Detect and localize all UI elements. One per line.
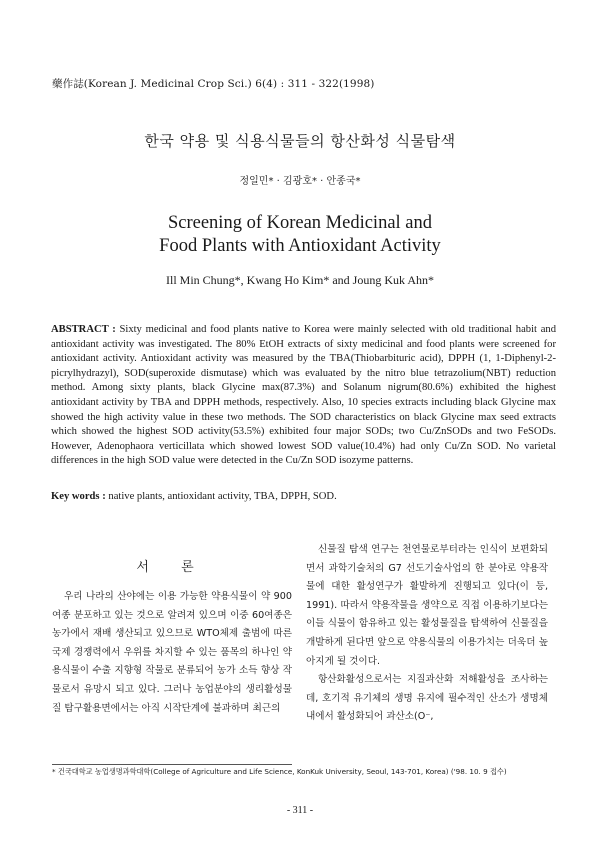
english-title <box>0 212 600 258</box>
keywords-label: Key words : <box>51 491 106 502</box>
affiliation-footnote: * 건국대학교 농업생명과학대학(College of Agriculture and Life Science, KonKuk University, Seoul, 143-701, Korea) ('98. 10. 9 접수) <box>52 767 507 776</box>
page-number: - 311 - <box>286 805 314 816</box>
abstract-text: Sixty medicinal and food plants native to Korea were mainly selected with old traditional habit and antioxidant activity was investigated. The 80% EtOH extracts of sixty medicinal and food plants were screened for antioxidant activity. Antioxidant activity was measured by the TBA(Thiobarbituric acid), DPPH (1, 1-Diphenyl-2-picrylhydrazyl), SOD(superoxide dismutase) which was evaluated by the nitro blue tetrazolium(NBT) reduction method. Among sixty plants, black Glycine max(87.3%) and Solanum nigrum(80.6%) exhibited the highest antioxidant activity by TBA and DPPH methods, respectively. Also, 10 species extracts including black Glycine max showed the high activity value in these two methods. The SOD characteristics on black Glycine max seed extracts which showed the highest SOD activity(53.5%) exhibited four major SODs; two Cu/ZnSODs and two FeSODs. However, Adenophaora verticillata which showed lowest SOD value(10.4%) had only Cu/Zn SOD. No varietal differences in the high SOD value were detected in the Cu/Zn SOD isozyme patterns. <box>51 324 556 467</box>
keywords-text: native plants, antioxidant activity, TBA, DPPH, SOD. <box>108 491 337 502</box>
abstract <box>51 323 556 469</box>
body-paragraph: 항산화활성으로서는 지질과산화 저해활성을 조사하는데, 호기적 유기체의 생명 유지에 필수적인 산소가 생명체 내에서 활성화되어 과산소(O⁻, <box>306 674 548 723</box>
english-authors: Ill Min Chung*, Kwang Ho Kim* and Joung Kuk Ahn* <box>166 273 434 287</box>
keywords <box>51 491 556 502</box>
english-title-line-2: Food Plants with Antioxidant Activity <box>159 236 441 256</box>
english-title-line-1: Screening of Korean Medicinal and <box>167 213 433 233</box>
korean-authors: 정일민* · 김광호* · 안종국* <box>239 176 361 187</box>
journal-citation: 藥作誌(Korean J. Medicinal Crop Sci.) 6(4) : 311 - 322(1998) <box>52 78 375 90</box>
body-left-column <box>52 588 292 718</box>
footnote-divider <box>52 764 292 765</box>
section-heading-introduction: 서 론 <box>136 560 208 575</box>
body-paragraph: 우리 나라의 산야에는 이용 가능한 약용식물이 약 900여종 분포하고 있는 것으로 알려져 있으며 이중 60여종은 농가에서 재배 생산되고 있으므로 WTO체제 출범에 따른 국제 경쟁력에서 우위를 차지할 수 있는 품목의 하나인 약용식물이 수출 지향형 작물로 분류되어 농가 소득 향상 작물로서 유망시 되고 있다. 그러나 농업분야의 생리활성물질 탐구활용면에서는 아직 시작단계에 불과하며 최근의 <box>52 591 292 714</box>
abstract-label: ABSTRACT : <box>51 324 116 335</box>
body-paragraph: 신물질 탐색 연구는 천연물로부터라는 인식이 보편화되면서 과학기술처의 G7 선도기술사업의 한 분야로 약용작물에 대한 활성연구가 활발하게 진행되고 있다(이 등, 1991). 따라서 약용작물을 생약으로 직접 이용하기보다는 이들 식물이 함유하고 있는 활성물질을 탐색하여 신물질을 개발하게 된다면 앞으로 약용식물의 이용가치는 더욱더 높아지게 될 것이다. <box>306 544 548 667</box>
korean-title: 한국 약용 및 식용식물들의 항산화성 식물탐색 <box>144 132 456 150</box>
body-right-column <box>306 541 548 727</box>
